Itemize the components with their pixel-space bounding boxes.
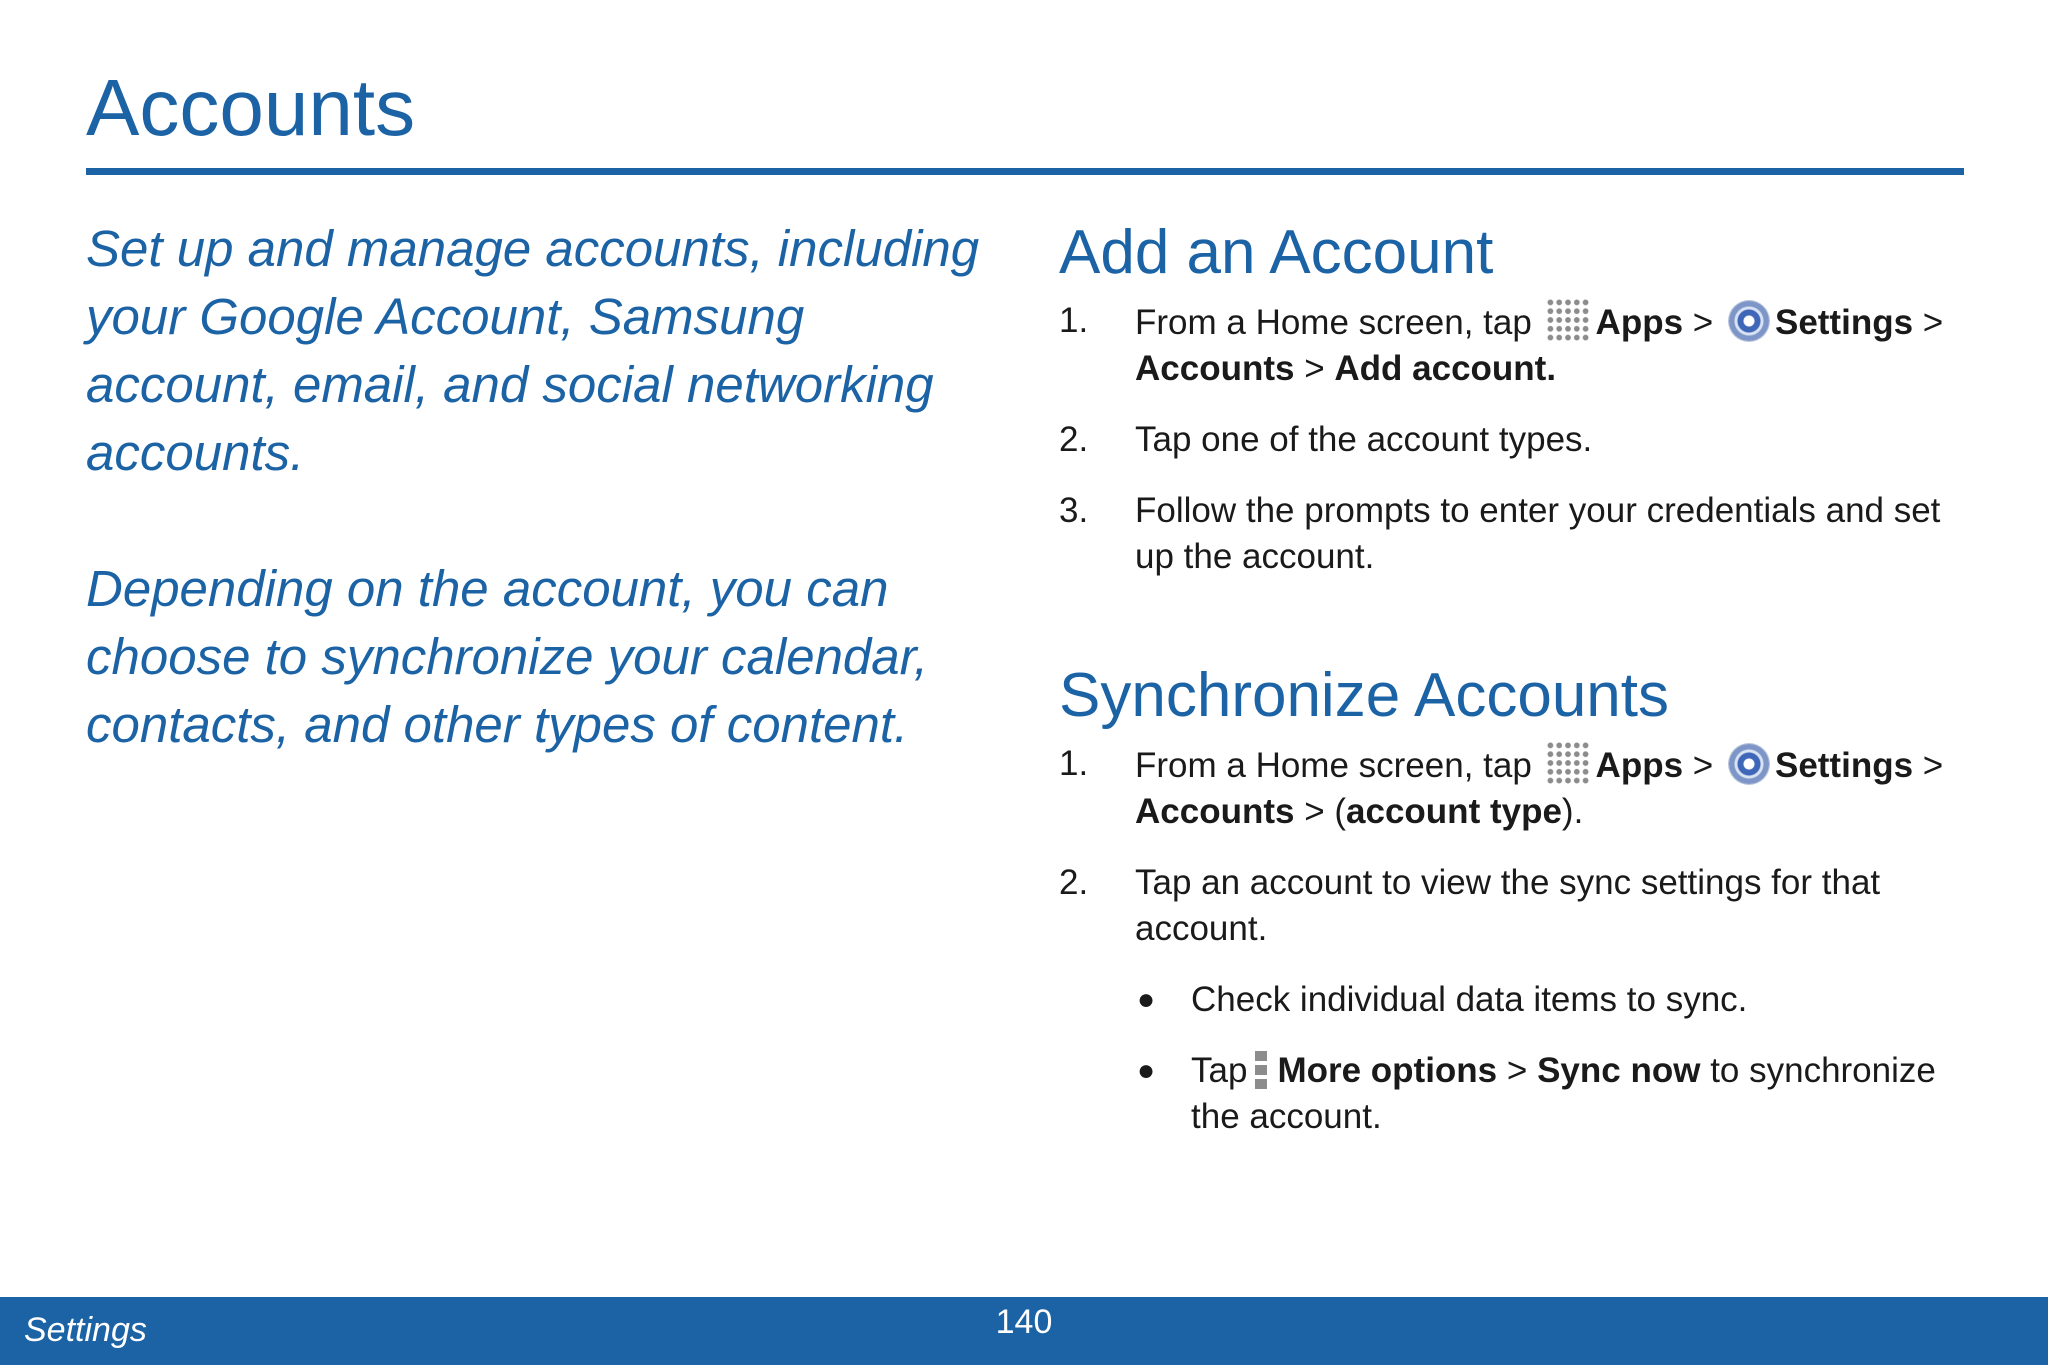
intro-text: [86, 215, 1006, 759]
sync-bullets: [1135, 977, 1959, 1140]
page-number: 140: [995, 1303, 1053, 1341]
separator: > (: [1304, 792, 1347, 831]
bullet-dot: ●: [1137, 983, 1156, 1016]
sync-accounts-steps: [1059, 741, 1959, 1165]
account-type-label: account type: [1346, 792, 1562, 831]
step-item: [1059, 298, 1959, 392]
separator: >: [1304, 349, 1325, 388]
step-number: 1.: [1059, 301, 1089, 340]
step-text: From a Home screen, tap: [1135, 746, 1532, 785]
apps-grid-icon: [1546, 741, 1590, 785]
footer-section-name: Settings: [24, 1311, 147, 1349]
more-options-label: More options: [1277, 1051, 1498, 1090]
intro-paragraph: Depending on the account, you can choose to synchronize your calendar, contacts, and other types of content.: [86, 560, 928, 753]
settings-gear-icon: [1729, 301, 1769, 341]
step-item: [1059, 417, 1959, 463]
accounts-label: Accounts: [1135, 792, 1295, 831]
sync-accounts-heading: Synchronize Accounts: [1059, 661, 1670, 730]
apps-label: Apps: [1595, 746, 1684, 785]
separator: ).: [1561, 792, 1584, 831]
separator: >: [1692, 746, 1714, 785]
bullet-text: Tap: [1191, 1051, 1248, 1090]
settings-label: Settings: [1774, 746, 1914, 785]
add-account-steps: [1059, 298, 1959, 605]
separator: >: [1922, 303, 1944, 342]
title-divider: [86, 168, 1964, 175]
apps-grid-icon: [1546, 298, 1590, 342]
step-text: Tap an account to view the sync settings for that account.: [1135, 863, 1881, 948]
bullet-text: to synchronize the account.: [1191, 1051, 1936, 1136]
intro-paragraph: Set up and manage accounts, including your Google Account, Samsung account, email, and social networking accounts.: [86, 220, 980, 481]
settings-label: Settings: [1774, 303, 1914, 342]
apps-label: Apps: [1595, 303, 1684, 342]
separator: >: [1692, 303, 1714, 342]
step-number: 2.: [1059, 863, 1089, 902]
bullet-item: [1135, 977, 1959, 1023]
separator: >: [1506, 1051, 1528, 1090]
step-text: Follow the prompts to enter your credentials and set up the account.: [1135, 491, 1941, 576]
bullet-dot: ●: [1137, 1054, 1156, 1087]
add-account-label: Add account.: [1334, 349, 1557, 388]
step-number: 2.: [1059, 420, 1089, 459]
accounts-label: Accounts: [1135, 349, 1295, 388]
step-item: [1059, 860, 1959, 1140]
footer-bar: [0, 1297, 2048, 1365]
step-number: 1.: [1059, 744, 1089, 783]
bullet-item: [1135, 1048, 1959, 1140]
step-item: [1059, 741, 1959, 835]
page-title: Accounts: [86, 63, 416, 152]
add-account-heading: Add an Account: [1059, 218, 1494, 287]
step-number: 3.: [1059, 491, 1089, 530]
step-text: Tap one of the account types.: [1135, 420, 1593, 459]
separator: >: [1922, 746, 1944, 785]
settings-gear-icon: [1729, 744, 1769, 784]
step-item: [1059, 488, 1959, 580]
sync-now-label: Sync now: [1537, 1051, 1701, 1090]
bullet-text: Check individual data items to sync.: [1191, 980, 1748, 1019]
step-text: From a Home screen, tap: [1135, 303, 1532, 342]
more-options-icon: [1255, 1051, 1267, 1089]
